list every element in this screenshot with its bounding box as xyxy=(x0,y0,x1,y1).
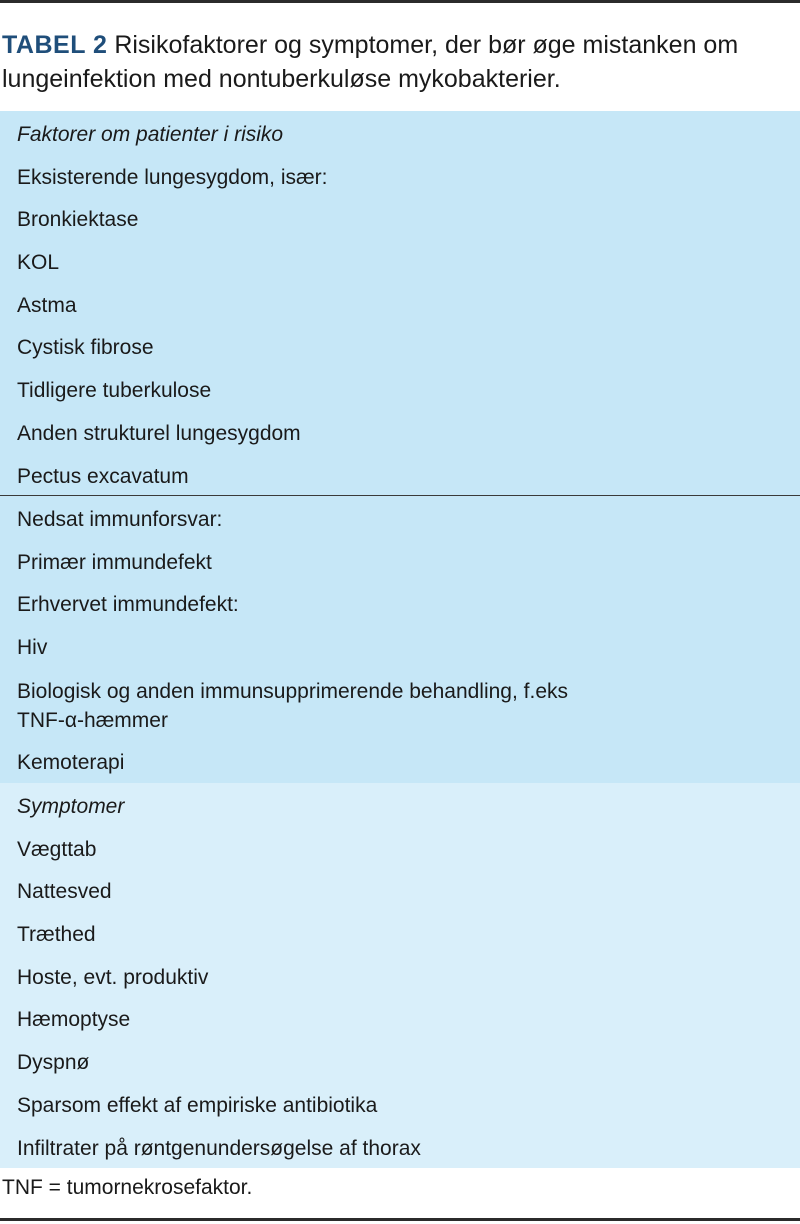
table-row: Hiv xyxy=(17,636,48,660)
table-row: Pectus excavatum xyxy=(17,464,189,488)
table-caption xyxy=(2,28,792,96)
risk-factors-section xyxy=(0,111,800,495)
table-row: Bronkiektase xyxy=(17,208,139,232)
table-row: Vægttab xyxy=(17,837,97,861)
section-heading-risk: Faktorer om patienter i risiko xyxy=(17,123,284,146)
top-rule xyxy=(0,0,800,3)
footnote: TNF = tumornekrosefaktor. xyxy=(2,1176,253,1199)
risk-table xyxy=(0,111,800,1168)
table-row: Tidligere tuberkulose xyxy=(17,379,212,403)
caption-text: Risikofaktorer og symptomer, der bør øge mistanken om lungeinfektion med nontuberkuløse mykobakterier. xyxy=(2,31,739,93)
table-row: Hæmoptyse xyxy=(17,1008,131,1032)
table-row-wrapped: Biologisk og anden immunsupprimerende behandling, f.eks TNF-α-hæmmer xyxy=(17,679,569,732)
table-row: Nedsat immunforsvar: xyxy=(17,508,223,531)
table-row: Eksisterende lungesygdom, især: xyxy=(17,165,328,189)
table-row: Kemoterapi xyxy=(17,750,125,774)
section-heading-symptoms: Symptomer xyxy=(17,795,125,818)
table-row: Anden strukturel lungesygdom xyxy=(17,421,301,445)
table-row: Cystisk fibrose xyxy=(17,336,154,360)
symptoms-section xyxy=(0,783,800,1168)
table-label: TABEL 2 xyxy=(2,31,108,59)
table-row: Nattesved xyxy=(17,880,112,904)
immune-section xyxy=(0,495,800,783)
table-row: Infiltrater på røntgenundersøgelse af thorax xyxy=(17,1136,421,1160)
table-row: Dyspnø xyxy=(17,1051,90,1075)
table-row: Erhvervet immundefekt: xyxy=(17,593,239,617)
table-row: Sparsom effekt af empiriske antibiotika xyxy=(17,1093,378,1117)
bottom-rule xyxy=(0,1218,800,1221)
table-row: Træthed xyxy=(17,923,96,947)
table-row: KOL xyxy=(17,251,60,275)
table-row: Primær immundefekt xyxy=(17,550,212,574)
table-row: Hoste, evt. produktiv xyxy=(17,965,209,989)
table-row: Astma xyxy=(17,293,77,317)
